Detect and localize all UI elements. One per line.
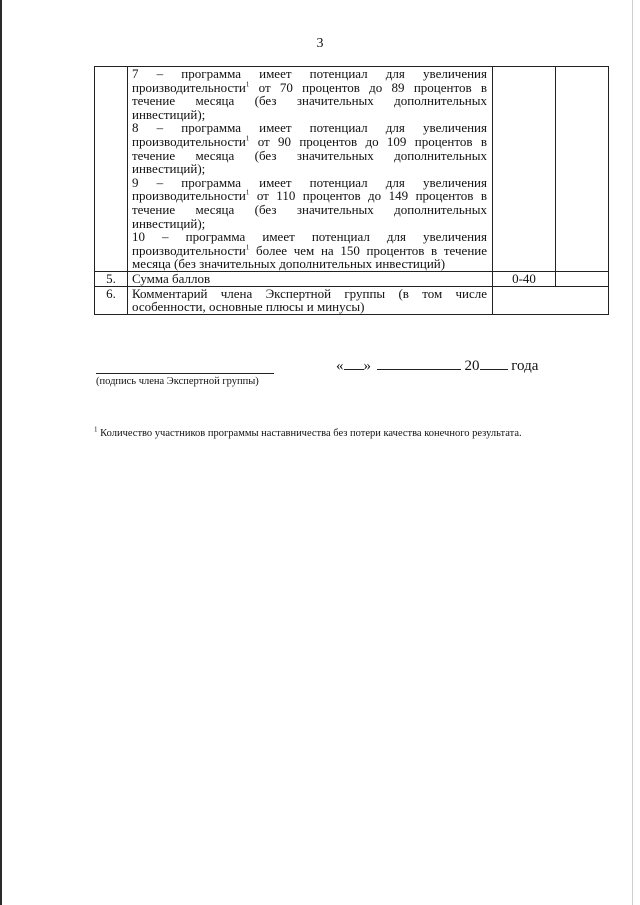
criteria-cell bbox=[128, 67, 493, 272]
page-scan-edge bbox=[0, 0, 2, 905]
criterion-item bbox=[132, 121, 487, 175]
footnote-text: Количество участников программы наставничества без потери качества конечного результата. bbox=[100, 428, 522, 439]
criterion-score: 7 bbox=[132, 66, 139, 81]
criterion-text: – программа имеет потенциал для увеличения производительности bbox=[132, 120, 487, 149]
signature-caption: (подпись члена Экспертной группы) bbox=[96, 376, 259, 387]
expert-score-cell bbox=[556, 67, 609, 272]
table-row bbox=[95, 286, 609, 314]
signature-line bbox=[96, 373, 274, 374]
criterion-text: – программа имеет потенциал для увеличения производительности bbox=[132, 174, 487, 204]
page-number: 3 bbox=[316, 36, 324, 51]
criterion-text: – программа имеет потенциал для увеличения производительности bbox=[132, 229, 487, 258]
date-quote-open: « bbox=[336, 358, 344, 374]
expert-score-cell bbox=[556, 271, 609, 286]
criterion-score: 9 bbox=[132, 174, 139, 190]
criterion-text-cont: от 90 процентов до 109 процентов в течение месяца (без значительных дополнительных инвестиций); bbox=[132, 133, 487, 177]
footnote-ref: 1 bbox=[245, 80, 250, 89]
row-label: Сумма баллов bbox=[128, 271, 493, 286]
criterion-item bbox=[132, 230, 487, 271]
table-row bbox=[95, 67, 609, 272]
criterion-text-cont: от 110 процентов до 149 процентов в течение месяца (без значительных дополнительных инвестиций); bbox=[132, 188, 487, 231]
comment-cell bbox=[493, 286, 609, 314]
criterion-text: – программа имеет потенциал для увеличения производительности bbox=[132, 66, 487, 95]
year-prefix: 20 bbox=[464, 358, 480, 374]
day-blank bbox=[344, 359, 364, 370]
row-label: Комментарий члена Экспертной группы (в том числе особенности, основные плюсы и минусы) bbox=[128, 286, 493, 314]
criterion-score: 10 bbox=[132, 229, 145, 245]
criterion-text-cont: более чем на 150 процентов в течение месяца (без значительных дополнительных инвестиций) bbox=[132, 242, 487, 272]
criterion-text-cont: от 70 процентов до 89 процентов в течение месяца (без значительных дополнительных инвестиций); bbox=[132, 79, 487, 122]
footnote-ref: 1 bbox=[245, 189, 250, 198]
date-line bbox=[336, 358, 538, 375]
criterion-item bbox=[132, 176, 487, 230]
footnote-ref: 1 bbox=[245, 243, 250, 252]
table-row bbox=[95, 271, 609, 286]
evaluation-table bbox=[94, 66, 609, 315]
year-blank bbox=[480, 359, 508, 370]
criterion-score: 8 bbox=[132, 120, 139, 136]
year-word: года bbox=[511, 358, 539, 374]
score-range: 0-40 bbox=[493, 271, 556, 286]
criterion-item bbox=[132, 67, 487, 121]
row-number-cell bbox=[95, 67, 128, 272]
footnote-mark: 1 bbox=[94, 425, 98, 434]
footnote bbox=[94, 425, 522, 439]
date-quote-close: » bbox=[363, 358, 371, 374]
score-range-cell bbox=[493, 67, 556, 272]
month-blank bbox=[377, 359, 461, 370]
row-number: 6. bbox=[95, 286, 128, 314]
footnote-ref: 1 bbox=[245, 134, 250, 143]
page-scan-edge-right bbox=[632, 0, 633, 905]
row-number: 5. bbox=[95, 271, 128, 286]
